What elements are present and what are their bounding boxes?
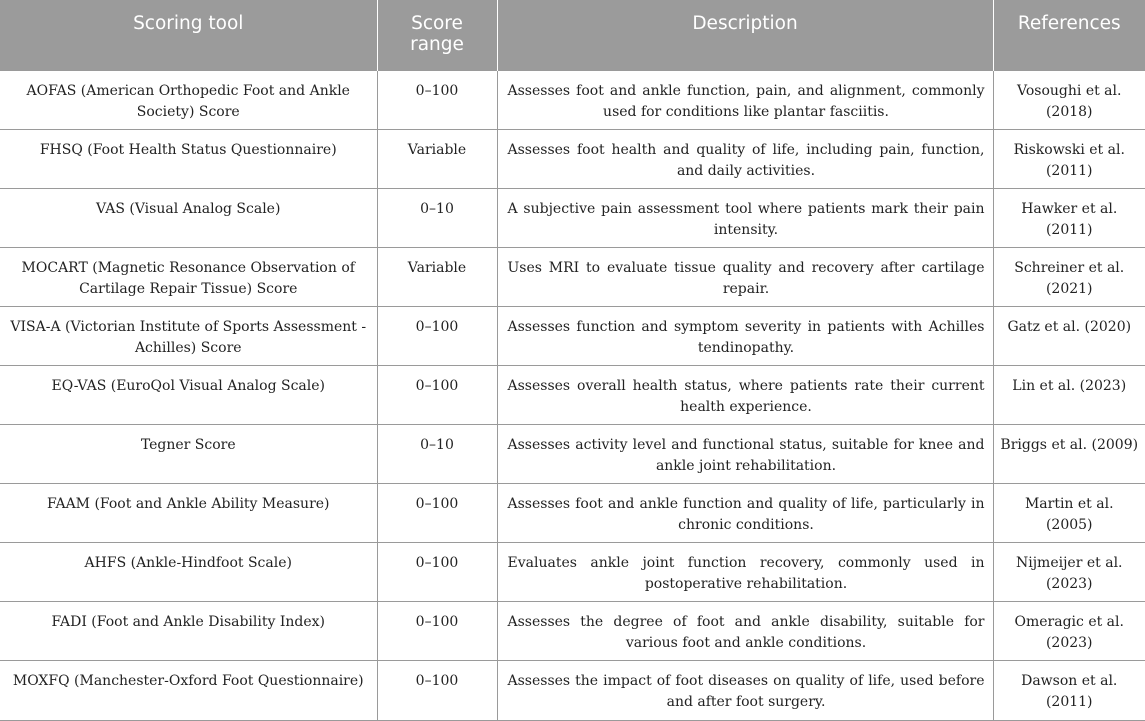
cell-reference: Briggs et al. (2009): [993, 424, 1145, 483]
cell-tool: EQ-VAS (EuroQol Visual Analog Scale): [0, 365, 377, 424]
cell-range: 0–100: [377, 542, 497, 601]
table-row: [0, 424, 1145, 483]
cell-reference: Vosoughi et al. (2018): [993, 70, 1145, 129]
cell-tool: Tegner Score: [0, 424, 377, 483]
cell-reference: Lin et al. (2023): [993, 365, 1145, 424]
header-row: [0, 0, 1145, 70]
header-description: Description: [497, 0, 993, 70]
cell-range: Variable: [377, 247, 497, 306]
cell-range: 0–100: [377, 306, 497, 365]
cell-description: Assesses the impact of foot diseases on quality of life, used before and after foot surgery.: [497, 660, 993, 720]
cell-range: 0–10: [377, 188, 497, 247]
cell-description: Assesses the degree of foot and ankle disability, suitable for various foot and ankle conditions.: [497, 601, 993, 660]
cell-range: 0–100: [377, 70, 497, 129]
cell-description: Assesses overall health status, where patients rate their current health experience.: [497, 365, 993, 424]
header-score-range: Score range: [377, 0, 497, 70]
table-row: [0, 129, 1145, 188]
cell-reference: Omeragic et al. (2023): [993, 601, 1145, 660]
cell-reference: Dawson et al. (2011): [993, 660, 1145, 720]
cell-range: 0–10: [377, 424, 497, 483]
cell-reference: Hawker et al. (2011): [993, 188, 1145, 247]
cell-description: Assesses foot and ankle function and quality of life, particularly in chronic conditions.: [497, 483, 993, 542]
cell-tool: VISA-A (Victorian Institute of Sports Assessment - Achilles) Score: [0, 306, 377, 365]
cell-tool: AHFS (Ankle-Hindfoot Scale): [0, 542, 377, 601]
cell-range: Variable: [377, 129, 497, 188]
cell-range: 0–100: [377, 601, 497, 660]
cell-reference: Gatz et al. (2020): [993, 306, 1145, 365]
table-row: [0, 542, 1145, 601]
table-row: [0, 188, 1145, 247]
cell-description: Assesses activity level and functional status, suitable for knee and ankle joint rehabilitation.: [497, 424, 993, 483]
cell-range: 0–100: [377, 483, 497, 542]
table-body: [0, 70, 1145, 720]
cell-description: Assesses foot and ankle function, pain, and alignment, commonly used for conditions like plantar fasciitis.: [497, 70, 993, 129]
header-scoring-tool: Scoring tool: [0, 0, 377, 70]
cell-description: Uses MRI to evaluate tissue quality and recovery after cartilage repair.: [497, 247, 993, 306]
table-row: [0, 601, 1145, 660]
table-row: [0, 483, 1145, 542]
table-row: [0, 365, 1145, 424]
header-references: References: [993, 0, 1145, 70]
cell-range: 0–100: [377, 365, 497, 424]
table-row: [0, 306, 1145, 365]
cell-tool: FAAM (Foot and Ankle Ability Measure): [0, 483, 377, 542]
table-header: [0, 0, 1145, 70]
cell-tool: VAS (Visual Analog Scale): [0, 188, 377, 247]
cell-reference: Riskowski et al. (2011): [993, 129, 1145, 188]
cell-description: Evaluates ankle joint function recovery, commonly used in postoperative rehabilitation.: [497, 542, 993, 601]
cell-reference: Nijmeijer et al. (2023): [993, 542, 1145, 601]
cell-reference: Schreiner et al. (2021): [993, 247, 1145, 306]
cell-tool: MOXFQ (Manchester-Oxford Foot Questionnaire): [0, 660, 377, 720]
cell-tool: AOFAS (American Orthopedic Foot and Ankle Society) Score: [0, 70, 377, 129]
cell-tool: FHSQ (Foot Health Status Questionnaire): [0, 129, 377, 188]
cell-tool: MOCART (Magnetic Resonance Observation of Cartilage Repair Tissue) Score: [0, 247, 377, 306]
cell-range: 0–100: [377, 660, 497, 720]
cell-reference: Martin et al. (2005): [993, 483, 1145, 542]
table-row: [0, 70, 1145, 129]
table-row: [0, 660, 1145, 720]
cell-description: A subjective pain assessment tool where patients mark their pain intensity.: [497, 188, 993, 247]
cell-tool: FADI (Foot and Ankle Disability Index): [0, 601, 377, 660]
cell-description: Assesses function and symptom severity in patients with Achilles tendinopathy.: [497, 306, 993, 365]
cell-description: Assesses foot health and quality of life, including pain, function, and daily activities.: [497, 129, 993, 188]
table-row: [0, 247, 1145, 306]
